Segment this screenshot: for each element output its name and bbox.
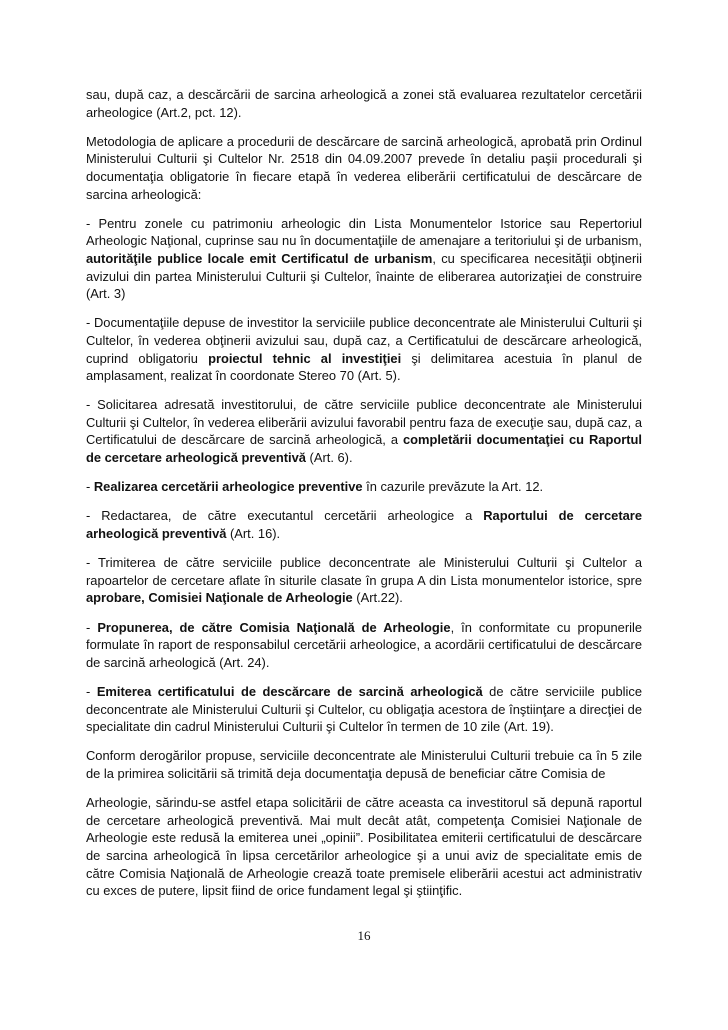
body-text xyxy=(86,86,642,900)
page-number: 16 xyxy=(357,928,371,943)
text-segment: sau, după caz, a descărcării de sarcina arheologică a zonei stă evaluarea rezultatelor cercetării arheologice (Art.2, pct. 12). xyxy=(86,87,642,120)
paragraph xyxy=(86,314,642,384)
bold-text: Raportului de cercetare arheologică preventivă xyxy=(86,508,642,542)
text-segment: - xyxy=(86,479,94,495)
paragraph xyxy=(86,619,642,672)
bold-text: Emiterea certificatului de descărcare de sarcină arheologică xyxy=(96,683,483,699)
bold-text: Realizarea cercetării arheologice preventive xyxy=(93,479,363,495)
text-segment: (Art. 6). xyxy=(305,450,353,466)
text-segment: - Pentru zonele cu patrimoniu arheologic din Lista Monumentelor Istorice sau Repertoriul Arheologic Naţional, cuprinse sau nu în documentaţiile de amenajare a teritoriului şi de urbanism, xyxy=(86,215,642,249)
bold-text: completării documentaţiei cu Raportul de cercetare arheologică preventivă xyxy=(86,432,642,466)
text-segment: Metodologia de aplicare a procedurii de descărcare de sarcină arheologică, aprobată prin Ordinul Ministerului Culturii şi Cultelor Nr. 2518 din 04.09.2007 prevede în detaliu paşii procedurali şi documentaţia obligatorie în fiecare etapă în vederea eliberării certificatului de descărcare de sarcina arheologică: xyxy=(86,133,642,202)
text-segment: (Art.22). xyxy=(352,590,403,606)
paragraph xyxy=(86,554,642,607)
text-segment: , în conformitate cu propunerile formulate în raport de responsabilul cercetării arheologice, a acordării certificatului de descărcare de sarcină arheologică (Art. 24). xyxy=(86,619,643,670)
text-segment: Arheologie, sărindu-se astfel etapa solicitării de către aceasta ca investitorul să depună raportul de cercetare arheologică preventivă. Mai mult decât atât, competenţa Comisiei Naţionale de Arheologie este redusă la emiterea unei „opinii”. Posibilitatea emiterii certificatului de descărcare de sarcina arheologică în lipsa cercetărilor arheologice şi a unui aviz de specialitate emis de către Comisia Naţională de Arheologie crează toate premisele eliberării acestui act administrativ cu exces de putere, lipsit fiind de orice fundament legal şi ştiinţific. xyxy=(86,795,642,899)
bold-text: aprobare, Comisiei Naţionale de Arheologie xyxy=(86,590,353,606)
text-segment: Conform derogărilor propuse, serviciile deconcentrate ale Ministerului Culturii trebuie ca în 5 zile de la primirea solicitării să trimită deja documentaţia depusă de beneficiar către Comisia de xyxy=(86,748,642,781)
text-segment: şi delimitarea acestuia în planul de amplasament, realizat în coordonate Stereo 70 (Art. 5). xyxy=(86,350,642,384)
bold-text: Propunerea, de către Comisia Naţională de Arheologie xyxy=(97,619,451,635)
paragraph xyxy=(86,683,642,736)
paragraph xyxy=(86,507,642,542)
paragraph xyxy=(86,794,642,900)
text-segment: - Trimiterea de către serviciile publice deconcentrate ale Ministerului Culturii şi Cultelor a rapoartelor de cercetare aflate în siturile clasate în grupa A din Lista monumentelor istorice, spre xyxy=(86,555,642,588)
text-segment: - Redactarea, de către executantul cercetării arheologice a xyxy=(86,508,484,524)
paragraph xyxy=(86,747,642,782)
text-segment: de către serviciile publice deconcentrate ale Ministerului Culturii şi Cultelor, cu obligaţia acestora de înştiinţare a direcţiei de specialitate din cadrul Ministerului Culturii şi Cultelor în termen de 10 zile (Art. 19). xyxy=(86,683,642,735)
text-segment: - xyxy=(86,683,97,699)
text-segment: , cu specificarea necesităţii obţinerii avizului din partea Ministerului Culturii şi Cultelor, înainte de eliberarea autorizaţiei de construire (Art. 3) xyxy=(86,250,642,302)
text-segment: (Art. 16). xyxy=(226,526,281,542)
text-segment: - Documentaţiile depuse de investitor la serviciile publice deconcentrate ale Ministerului Culturii şi Cultelor, în vederea obţinerii avizului sau, după caz, a Certificatului de descărcare arheologică, cuprind obligatoriu xyxy=(86,315,642,366)
paragraph xyxy=(86,86,642,121)
text-segment: în cazurile prevăzute la Art. 12. xyxy=(362,479,544,495)
paragraph xyxy=(86,396,642,466)
text-segment: - xyxy=(86,619,98,635)
paragraph xyxy=(86,133,642,203)
bold-text: proiectul tehnic al investiţiei xyxy=(208,350,402,366)
paragraph xyxy=(86,215,642,303)
bold-text: autorităţile publice locale emit Certificatul de urbanism xyxy=(86,250,433,266)
text-segment: - Solicitarea adresată investitorului, de către serviciile publice deconcentrate ale Ministerului Culturii şi Cultelor, în vederea eliberării avizului favorabil pentru faza de execuţie sau, după caz, a Certificatului de descărcare de sarcină arheologică, a xyxy=(86,397,642,448)
paragraph xyxy=(86,478,642,496)
document-page xyxy=(86,86,642,911)
